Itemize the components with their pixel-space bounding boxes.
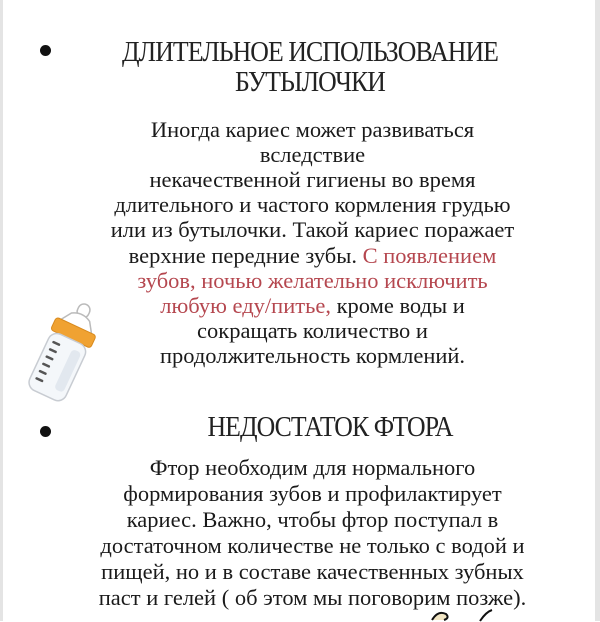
baby-bottle-icon [10,298,120,408]
bullet [40,426,51,437]
body-line: достаточном количестве не только с водой и [100,533,525,558]
bullet [40,45,51,56]
body-line: формирования зубов и профилактирует [123,481,502,506]
body-line: продолжительность кормлений. [159,343,466,368]
body-text: кроме воды и [330,293,465,318]
page-border-left [0,0,3,621]
highlight-line: зубов, ночью желательно исключить [137,268,488,293]
section2-heading: НЕДОСТАТОК ФТОРА [207,412,453,443]
highlight-text: любую еду/питье, [160,293,331,318]
body-line: Иногда кариес может развиваться [150,117,475,142]
body-line [20,243,600,269]
section1-heading-line1: ДЛИТЕЛЬНОЕ ИСПОЛЬЗОВАНИЕ [122,37,498,68]
body-line: паст и гелей ( об этом мы поговорим позже). [98,585,527,610]
body-line: или из бутылочки. Такой кариес поражает [110,217,515,242]
body-line: длительного и частого кормления грудью [114,192,511,217]
body-line: Фтор необходим для нормального [149,455,476,480]
decorative-flourish-icon [430,608,510,622]
body-line: некачественной гигиены во время [149,167,476,192]
body-line: сокращать количество и [197,318,428,343]
section1-heading-line2: БУТЫЛОЧКИ [234,67,385,98]
body-line: вследствие [259,142,366,167]
highlight-text: С появлением [362,243,497,268]
body-text: верхние передние зубы. [128,243,363,268]
body-line: кариес. Важно, чтобы фтор поступал в [126,507,499,532]
body-line: пищей, но и в составе качественных зубных [101,559,524,584]
